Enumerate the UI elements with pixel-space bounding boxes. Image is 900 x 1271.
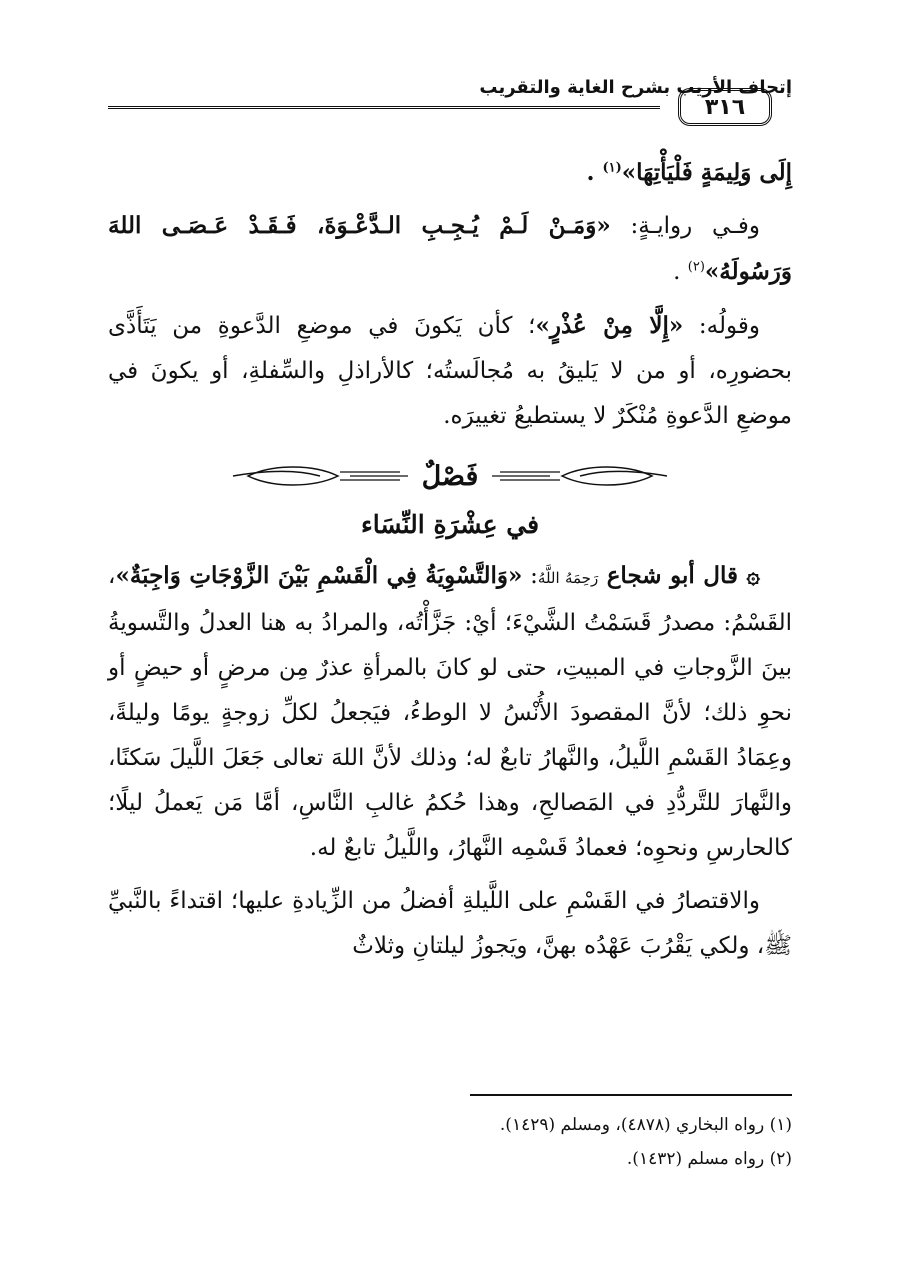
main-text [108,150,792,969]
matn-quote: «وَالتَّسْوِيَةُ فِي الْقَسْمِ بَيْنَ الزَّوْجَاتِ وَاجِبَةٌ» [115,562,523,589]
footnote-2: (٢) رواه مسلم (١٤٣٢). [626,1149,792,1169]
section-heading [108,451,792,501]
honorific: رَحِمَهُ اللَّهُ [537,569,599,587]
right-ornament-icon [218,466,408,486]
book-title: إتحاف الأريب بشرح الغاية والتقريب [479,77,792,98]
author-colon: : [522,563,538,589]
paragraph-2 [108,203,792,295]
narration-intro: وفـي روايـةٍ: [610,213,760,239]
commentary-text: ؛ كأن يَكونَ في موضعِ الدَّعوةِ من يَتَأَذَّى بحضورِه، أو من لا يَليقُ به مُجالَستُه؛ كالأراذلِ والسِّفلةِ، أو يكونَ في موضعِ الدَّعوةِ مُنْكَرٌ لا يستطيعُ تغييرَه. [108,313,792,429]
paragraph-4-text: ، القَسْمُ: مصدرُ قَسَمْتُ الشَّيْءَ؛ أيْ: جَزَّأْتُه، والمرادُ به هنا العدلُ والتَّسويةُ بينَ الزَّوجاتِ في المبيتِ، حتى لو كانَ بالمرأةِ عذرٌ مِن مرضٍ أو حيضٍ أو نحوِ ذلك؛ لأنَّ المقصودَ الأُنْسُ لا الوطءُ، فيَجعلُ لكلِّ زوجةٍ يومًا وليلةً، وعِمَادُ القَسْمِ اللَّيلُ، والنَّهارُ تابعٌ له؛ وذلك لأنَّ اللهَ تعالى جَعَلَ اللَّيلَ سَكنًا، والنَّهارَ للتَّردُّدِ في المَصالحِ، وهذا حُكمُ غالبِ النَّاسِ، أمَّا مَن يَعملُ ليلًا؛ كالحارسِ ونحوِه؛ فعمادُ قَسْمِه النَّهارُ، واللَّيلُ تابعٌ له. [108,563,792,861]
paragraph-5: والاقتصارُ في القَسْمِ على اللَّيلةِ أفضلُ من الزِّيادةِ عليها؛ اقتداءً بالنَّبيِّ ﷺ، ولكي يَقْرُبَ عَهْدُه بهنَّ، ويَجوزُ ليلتانِ وثلاثٌ [108,888,792,959]
section-title: فَصْلٌ [421,460,479,492]
section-subtitle: في عِشْرَةِ النِّسَاء [360,510,540,539]
commentary-quote: «إِلَّا مِنْ عُذْرٍ» [535,312,684,339]
footnote-ref-2: (٢) [687,259,705,275]
footnote-separator [470,1094,792,1096]
paragraph-4 [108,553,792,871]
commentary-intro: وقولُه: [683,313,760,339]
author-name: قال أبو شجاع [598,562,747,589]
paragraph-2-end: . [673,259,681,285]
flower-mark-icon: ۞ [746,562,761,589]
paragraph-1-end: . [586,159,595,186]
narration-quote: «وَمَـنْ لَـمْ يُـجِـبِ الـدَّعْـوَةَ، فَـقَـدْ عَـصَـى اللهَ وَرَسُولَهُ» [108,212,792,285]
footnote-1: (١) رواه البخاري (٤٨٧٨)، ومسلم (١٤٢٩). [499,1115,792,1135]
paragraph-1 [108,150,792,195]
header-double-rule [108,106,660,109]
left-ornament-icon [492,466,682,486]
paragraph-3 [108,303,792,439]
footnote-ref-1: (١) [602,160,622,176]
hadith-ending: إِلَى وَلِيمَةٍ فَلْيَأْتِهَا» [621,159,792,186]
page-header [108,76,792,126]
page-number: ٣١٦ [678,88,772,126]
footnotes [108,1108,792,1176]
